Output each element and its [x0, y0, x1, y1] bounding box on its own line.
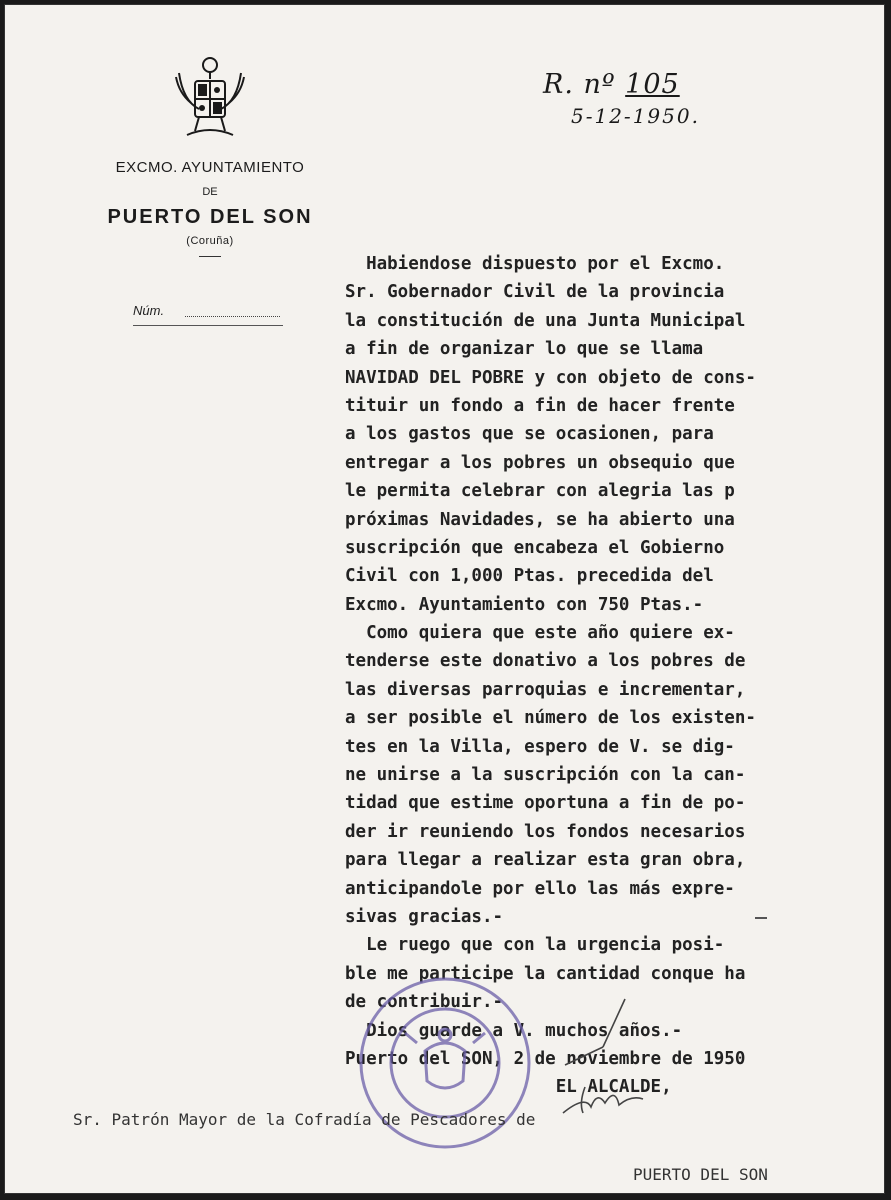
letter-body-line: a fin de organizar lo que se llama — [345, 339, 704, 360]
letter-body-line: próximas Navidades, se ha abierto una — [345, 509, 735, 530]
letter-body-line: a ser posible el número de los existen- — [345, 708, 756, 729]
letterhead — [55, 53, 365, 257]
letter-body-line: Le ruego que con la urgencia posi- — [345, 935, 725, 956]
letter-body-line: tes en la Villa, espero de V. se dig- — [345, 736, 735, 757]
letter-body-line: anticipandole por ello las más expre- — [345, 878, 735, 899]
letter-body-line: tenderse este donativo a los pobres de — [345, 651, 746, 672]
letter-body-line: para llegar a realizar esta gran obra, — [345, 850, 746, 871]
letter-body-line: sivas gracias.- — [345, 906, 504, 927]
stray-mark — [755, 917, 767, 919]
handwritten-ref-number: 105 — [625, 69, 680, 100]
letter-body-line: de contribuir.- — [345, 992, 504, 1013]
handwritten-reference — [543, 69, 700, 100]
letterhead-province: (Coruña) — [186, 235, 234, 247]
letterhead-line2: DE — [202, 186, 218, 198]
number-label: Núm. — [133, 303, 165, 318]
letter-body-line: le permita celebrar con alegria las p — [345, 481, 735, 502]
addressee-town: PUERTO DEL SON — [633, 1165, 768, 1184]
coat-of-arms-icon — [173, 53, 247, 145]
signature — [545, 995, 685, 1115]
letter-body-line: la constitución de una Junta Municipal — [345, 310, 746, 331]
letter-body-line: Como quiera que este año quiere ex- — [345, 623, 735, 644]
handwritten-date: 5-12-1950. — [571, 104, 700, 128]
letterhead-line1: EXCMO. AYUNTAMIENTO — [115, 159, 305, 176]
document-page — [4, 4, 885, 1194]
letter-body-line: Puerto del SON, 2 de noviembre de 1950 — [345, 1048, 746, 1069]
letter-body-line: EL ALCALDE, — [345, 1077, 672, 1098]
letter-body-line: Sr. Gobernador Civil de la provincia — [345, 282, 725, 303]
letterhead-divider — [199, 256, 221, 257]
letterhead-municipality: PUERTO DEL SON — [107, 206, 313, 228]
letter-body-line: NAVIDAD DEL POBRE y con objeto de cons- — [345, 367, 756, 388]
addressee-line: Sr. Patrón Mayor de la Cofradía de Pescadores de — [73, 1110, 536, 1129]
letter-body-line: suscripción que encabeza el Gobierno — [345, 537, 725, 558]
letter-body-line: Habiendose dispuesto por el Excmo. — [345, 254, 725, 274]
handwritten-annotation — [543, 69, 700, 128]
letter-body-line: Excmo. Ayuntamiento con 750 Ptas.- — [345, 594, 704, 615]
letter-body-line: las diversas parroquias e incrementar, — [345, 679, 746, 700]
letter-body-line: ble me participe la cantidad conque ha — [345, 963, 746, 984]
letter-body-line: entregar a los pobres un obsequio que — [345, 452, 735, 473]
number-field-dots — [185, 316, 280, 317]
letter-body-line: Civil con 1,000 Ptas. precedida del — [345, 566, 714, 587]
letter-body-line: der ir reuniendo los fondos necesarios — [345, 821, 746, 842]
number-field-rule — [133, 325, 283, 326]
letter-body-line: tidad que estime oportuna a fin de po- — [345, 793, 746, 814]
letter-body-line: Dios guarde a V. muchos años.- — [345, 1020, 683, 1041]
letter-body-line: ne unirse a la suscripción con la can- — [345, 765, 746, 786]
letter-body-line: tituir un fondo a fin de hacer frente — [345, 395, 735, 416]
handwritten-ref-prefix: R. nº — [543, 69, 626, 100]
letter-body-line: a los gastos que se ocasionen, para — [345, 424, 714, 445]
